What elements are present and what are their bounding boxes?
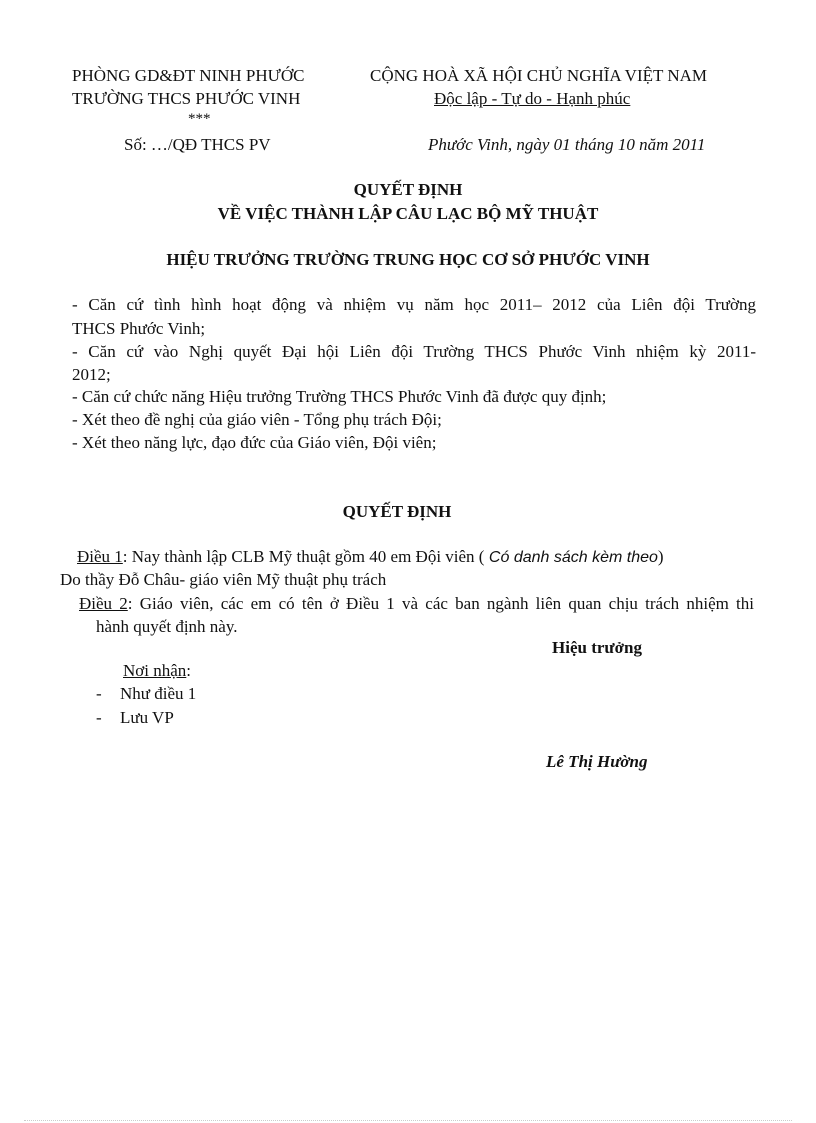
country-name: CỘNG HOÀ XÃ HỘI CHỦ NGHĨA VIỆT NAM	[370, 66, 708, 85]
stars-separator: ***	[188, 111, 211, 127]
document-subject: VỀ VIỆC THÀNH LẬP CÂU LẠC BỘ MỸ THUẬT	[217, 204, 599, 223]
school-name: TRƯỜNG THCS PHƯỚC VINH	[72, 89, 301, 108]
article-1-text: : Nay thành lập CLB Mỹ thuật gồm 40 em Đội viên (	[122, 547, 485, 566]
article-1-line-1	[77, 547, 664, 567]
article-1-line-2: Do thầy Đỗ Châu- giáo viên Mỹ thuật phụ trách	[60, 570, 387, 589]
recipients-heading	[123, 661, 191, 681]
recipients-colon: :	[186, 661, 192, 680]
article-1-attachment-note: Có danh sách kèm theo	[484, 549, 658, 566]
decision-number: Số: …/QĐ THCS PV	[124, 135, 271, 154]
basis-item-2-line-1: - Căn cứ vào Nghị quyết Đại hội Liên đội Trường THCS Phước Vinh nhiệm kỳ 2011-	[72, 342, 756, 361]
signer-name: Lê Thị Hường	[546, 752, 648, 771]
department-name: PHÒNG GD&ĐT NINH PHƯỚC	[72, 66, 305, 85]
issue-date: Phước Vinh, ngày 01 tháng 10 năm 2011	[428, 135, 706, 154]
decision-heading: QUYẾT ĐỊNH	[342, 502, 452, 521]
basis-item-3: - Căn cứ chức năng Hiệu trưởng Trường THCS Phước Vinh đã được quy định;	[72, 387, 607, 406]
basis-item-5: - Xét theo năng lực, đạo đức của Giáo viên, Đội viên;	[72, 433, 437, 452]
document-title: QUYẾT ĐỊNH	[353, 180, 463, 199]
basis-item-1-line-1: - Căn cứ tình hình hoạt động và nhiệm vụ năm học 2011– 2012 của Liên đội Trường	[72, 295, 756, 314]
article-2-line-2: hành quyết định này.	[96, 617, 238, 636]
recipient-item-1: Như điều 1	[120, 684, 197, 703]
recipient-item-2: Lưu VP	[120, 708, 174, 727]
issuing-authority: HIỆU TRƯỞNG TRƯỜNG TRUNG HỌC CƠ SỞ PHƯỚC VINH	[166, 250, 650, 269]
page-bottom-divider	[24, 1120, 792, 1121]
recipient-bullet: -	[96, 708, 102, 727]
signer-title: Hiệu trưởng	[552, 638, 642, 657]
article-2-text: : Giáo viên, các em có tên ở Điều 1 và các ban ngành liên quan chịu trách nhiệm thi	[127, 594, 754, 613]
article-1-close-paren: )	[657, 547, 664, 566]
recipients-label: Nơi nhận	[123, 661, 187, 680]
article-1-label: Điều 1	[77, 547, 123, 566]
recipient-bullet: -	[96, 684, 102, 703]
basis-item-1-line-2: THCS Phước Vinh;	[72, 319, 206, 338]
article-2-line-1	[79, 594, 754, 614]
national-motto: Độc lập - Tự do - Hạnh phúc	[434, 89, 631, 108]
basis-item-4: - Xét theo đề nghị của giáo viên - Tổng phụ trách Đội;	[72, 410, 442, 429]
article-2-label: Điều 2	[79, 594, 128, 613]
basis-item-2-line-2: 2012;	[72, 365, 111, 384]
